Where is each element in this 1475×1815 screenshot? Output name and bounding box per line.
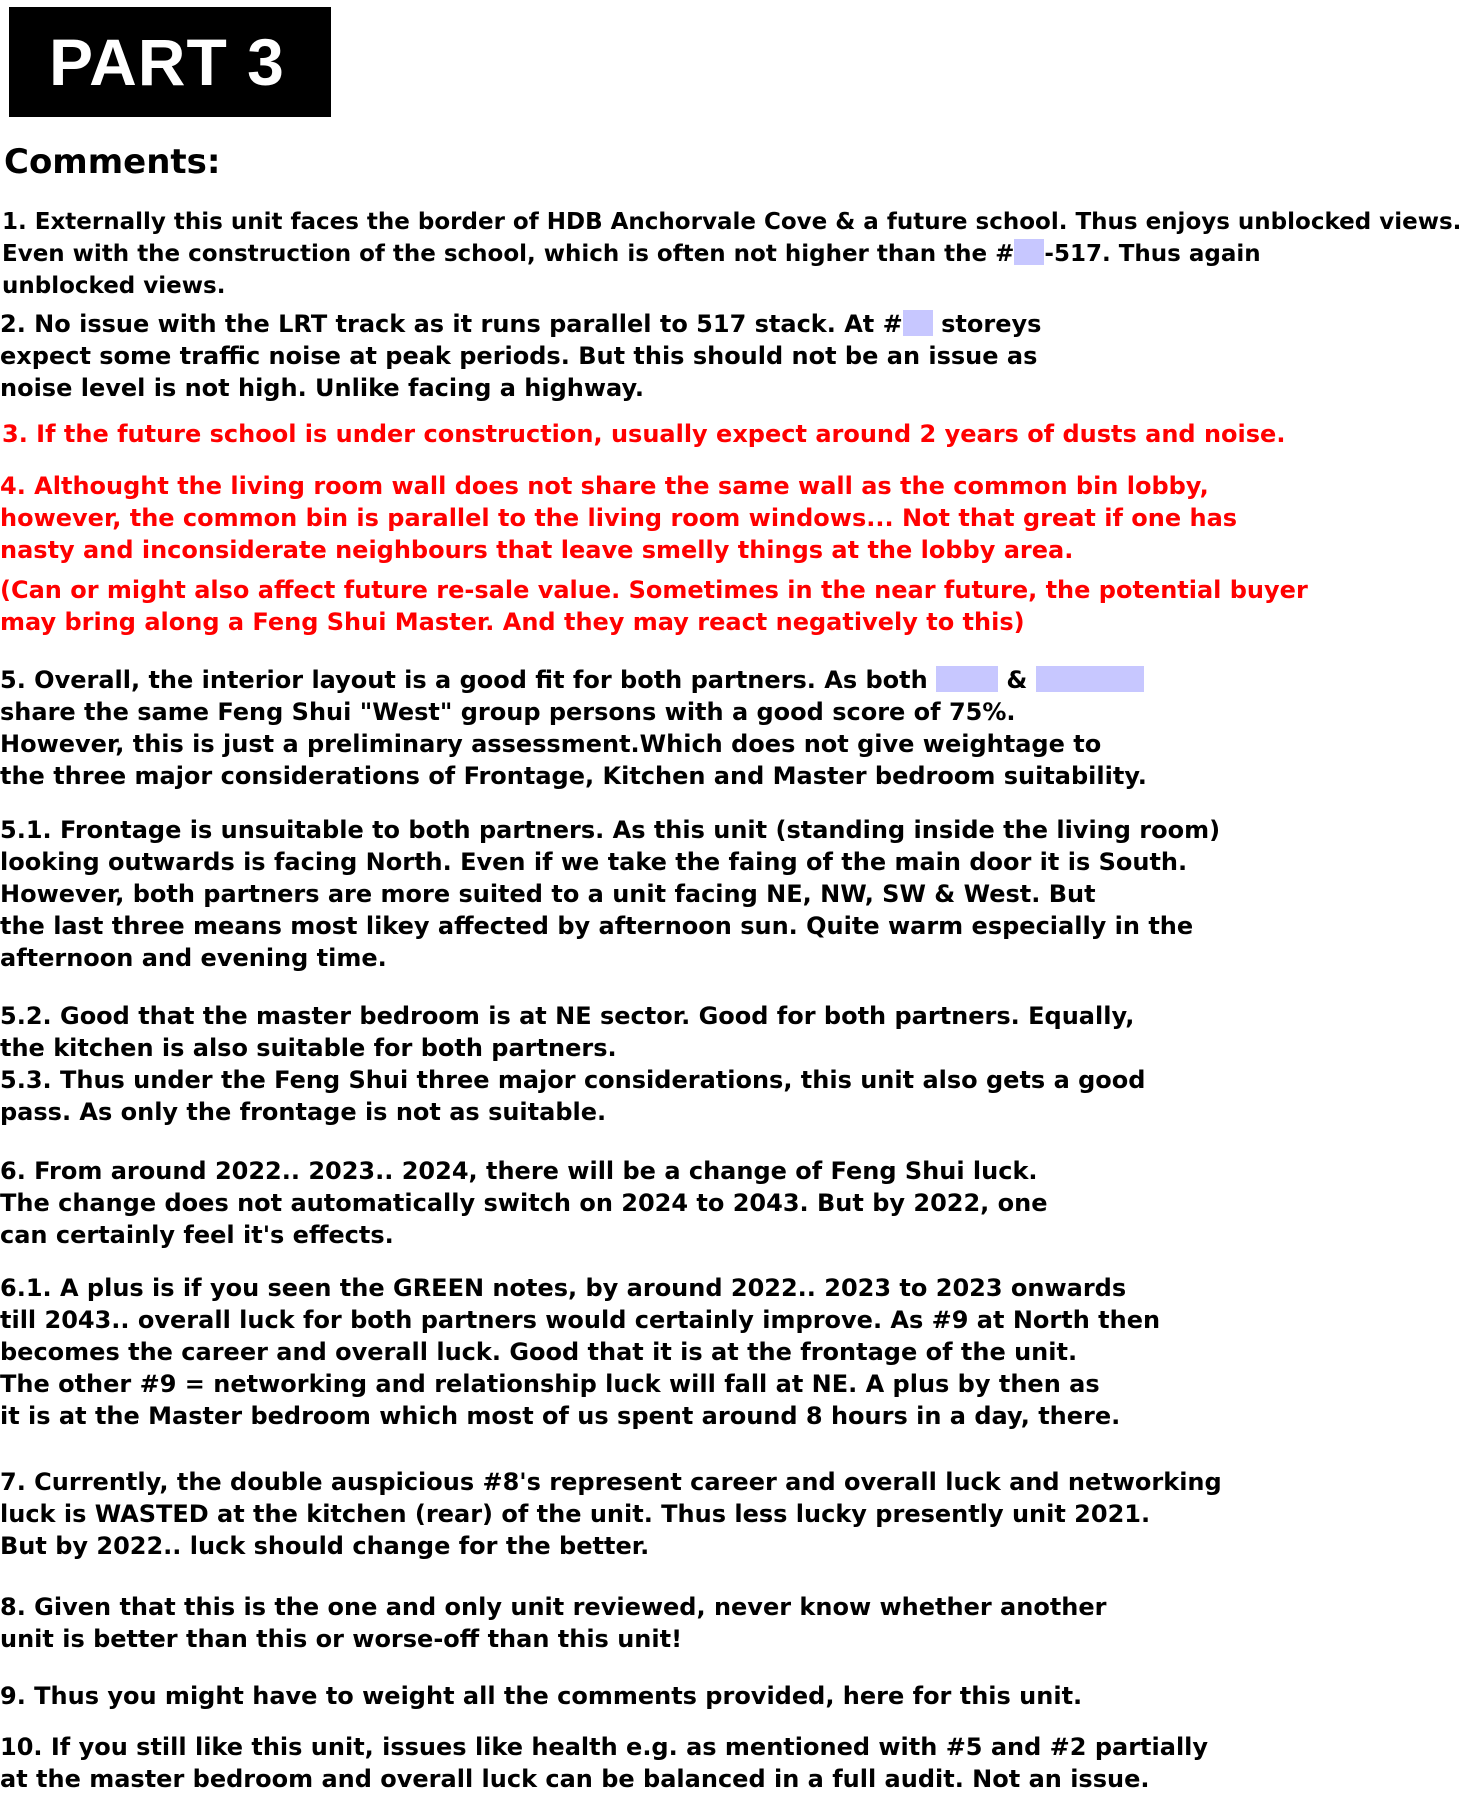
comment-6-1-line-1: 6.1. A plus is if you seen the GREEN notes, by around 2022.. 2023 to 2023 onwards — [0, 1274, 1127, 1302]
part-3-banner — [9, 7, 331, 117]
comment-4-note — [0, 574, 1308, 638]
comment-3 — [2, 418, 1285, 450]
comment-1 — [2, 206, 1461, 302]
comment-7-line-3: But by 2022.. luck should change for the better. — [0, 1532, 650, 1560]
comment-5-line-2: share the same Feng Shui "West" group persons with a good score of 75%. — [0, 698, 1016, 726]
comment-5-1-line-5: afternoon and evening time. — [0, 944, 387, 972]
comment-5-1-line-1: 5.1. Frontage is unsuitable to both partners. As this unit (standing inside the living room) — [0, 816, 1221, 844]
comment-5-line-4: the three major considerations of Frontage, Kitchen and Master bedroom suitability. — [0, 762, 1147, 790]
comment-5-2-line-2: the kitchen is also suitable for both partners. — [0, 1034, 617, 1062]
comment-8-line-2: unit is better than this or worse-off than this unit! — [0, 1625, 683, 1653]
comment-5-line-1: 5. Overall, the interior layout is a good fit for both partners. As both & — [0, 664, 1147, 696]
comment-4-note-line-2: may bring along a Feng Shui Master. And they may react negatively to this) — [0, 608, 1025, 636]
comment-4-line-1: 4. Althought the living room wall does not share the same wall as the common bin lobby, — [0, 472, 1209, 500]
comment-9-line-1: 9. Thus you might have to weight all the comments provided, here for this unit. — [0, 1682, 1083, 1710]
comment-2 — [0, 308, 1041, 404]
redacted-block-icon — [936, 666, 998, 692]
comment-2-line-3: noise level is not high. Unlike facing a highway. — [0, 374, 645, 402]
comment-5-1-line-2: looking outwards is facing North. Even if we take the faing of the main door it is South. — [0, 848, 1188, 876]
comment-10-line-2: at the master bedroom and overall luck can be balanced in a full audit. Not an issue. — [0, 1765, 1150, 1793]
comment-4-line-3: nasty and inconsiderate neighbours that leave smelly things at the lobby area. — [0, 536, 1074, 564]
comment-4-line-2: however, the common bin is parallel to the living room windows... Not that great if one has — [0, 504, 1238, 532]
comment-4-note-line-1: (Can or might also affect future re-sale value. Sometimes in the near future, the potential buyer — [0, 576, 1308, 604]
comment-1-line-1: 1. Externally this unit faces the border of HDB Anchorvale Cove & a future school. Thus enjoys unblocked views. — [2, 209, 1462, 235]
banner-title: PART 3 — [49, 25, 285, 99]
redacted-block-icon — [1014, 239, 1044, 265]
comment-5-3-line-1: 5.3. Thus under the Feng Shui three major considerations, this unit also gets a good — [0, 1066, 1146, 1094]
comment-6-1-line-3: becomes the career and overall luck. Good that it is at the frontage of the unit. — [0, 1338, 1078, 1366]
comment-1-line-3: unblocked views. — [2, 273, 226, 299]
comment-2-line-2: expect some traffic noise at peak periods. But this should not be an issue as — [0, 342, 1038, 370]
comment-1-line-2: Even with the construction of the school, which is often not higher than the # -517. Thus again — [2, 241, 1261, 267]
comment-9 — [0, 1680, 1082, 1712]
comment-5-2-line-1: 5.2. Good that the master bedroom is at NE sector. Good for both partners. Equally, — [0, 1002, 1135, 1030]
comment-7-line-2: luck is WASTED at the kitchen (rear) of the unit. Thus less lucky presently unit 2021. — [0, 1500, 1151, 1528]
comment-10-line-1: 10. If you still like this unit, issues like health e.g. as mentioned with #5 and #2 partially — [0, 1733, 1209, 1761]
comment-10 — [0, 1731, 1208, 1795]
comment-4 — [0, 470, 1237, 566]
comment-5-line-3: However, this is just a preliminary assessment.Which does not give weightage to — [0, 730, 1102, 758]
comment-6-1-line-5: it is at the Master bedroom which most of us spent around 8 hours in a day, there. — [0, 1402, 1121, 1430]
comment-6-line-3: can certainly feel it's effects. — [0, 1221, 394, 1249]
comment-5-1-line-3: However, both partners are more suited to a unit facing NE, NW, SW & West. But — [0, 880, 1096, 908]
redacted-block-icon — [903, 310, 933, 336]
comment-5 — [0, 664, 1147, 792]
comment-6-line-1: 6. From around 2022.. 2023.. 2024, there will be a change of Feng Shui luck. — [0, 1157, 1038, 1185]
comment-6-1-line-2: till 2043.. overall luck for both partners would certainly improve. As #9 at North then — [0, 1306, 1161, 1334]
comment-7 — [0, 1466, 1222, 1562]
comment-5-1-line-4: the last three means most likey affected by afternoon sun. Quite warm especially in the — [0, 912, 1194, 940]
comment-6-line-2: The change does not automatically switch on 2024 to 2043. But by 2022, one — [0, 1189, 1048, 1217]
comment-8-line-1: 8. Given that this is the one and only unit reviewed, never know whether another — [0, 1593, 1107, 1621]
redacted-block-icon — [1036, 666, 1144, 692]
comment-8 — [0, 1591, 1106, 1655]
comment-3-line-1: 3. If the future school is under construction, usually expect around 2 years of dusts and noise. — [2, 420, 1286, 448]
comment-6 — [0, 1155, 1048, 1251]
comment-5-2 — [0, 1000, 1145, 1128]
comments-heading: Comments: — [4, 142, 221, 182]
comment-7-line-1: 7. Currently, the double auspicious #8's represent career and overall luck and networking — [0, 1468, 1222, 1496]
comment-5-1 — [0, 814, 1220, 974]
comment-6-1-line-4: The other #9 = networking and relationship luck will fall at NE. A plus by then as — [0, 1370, 1100, 1398]
comment-2-line-1: 2. No issue with the LRT track as it runs parallel to 517 stack. At # storeys — [0, 310, 1042, 338]
comment-5-3-line-2: pass. As only the frontage is not as suitable. — [0, 1098, 607, 1126]
comment-6-1 — [0, 1272, 1160, 1432]
